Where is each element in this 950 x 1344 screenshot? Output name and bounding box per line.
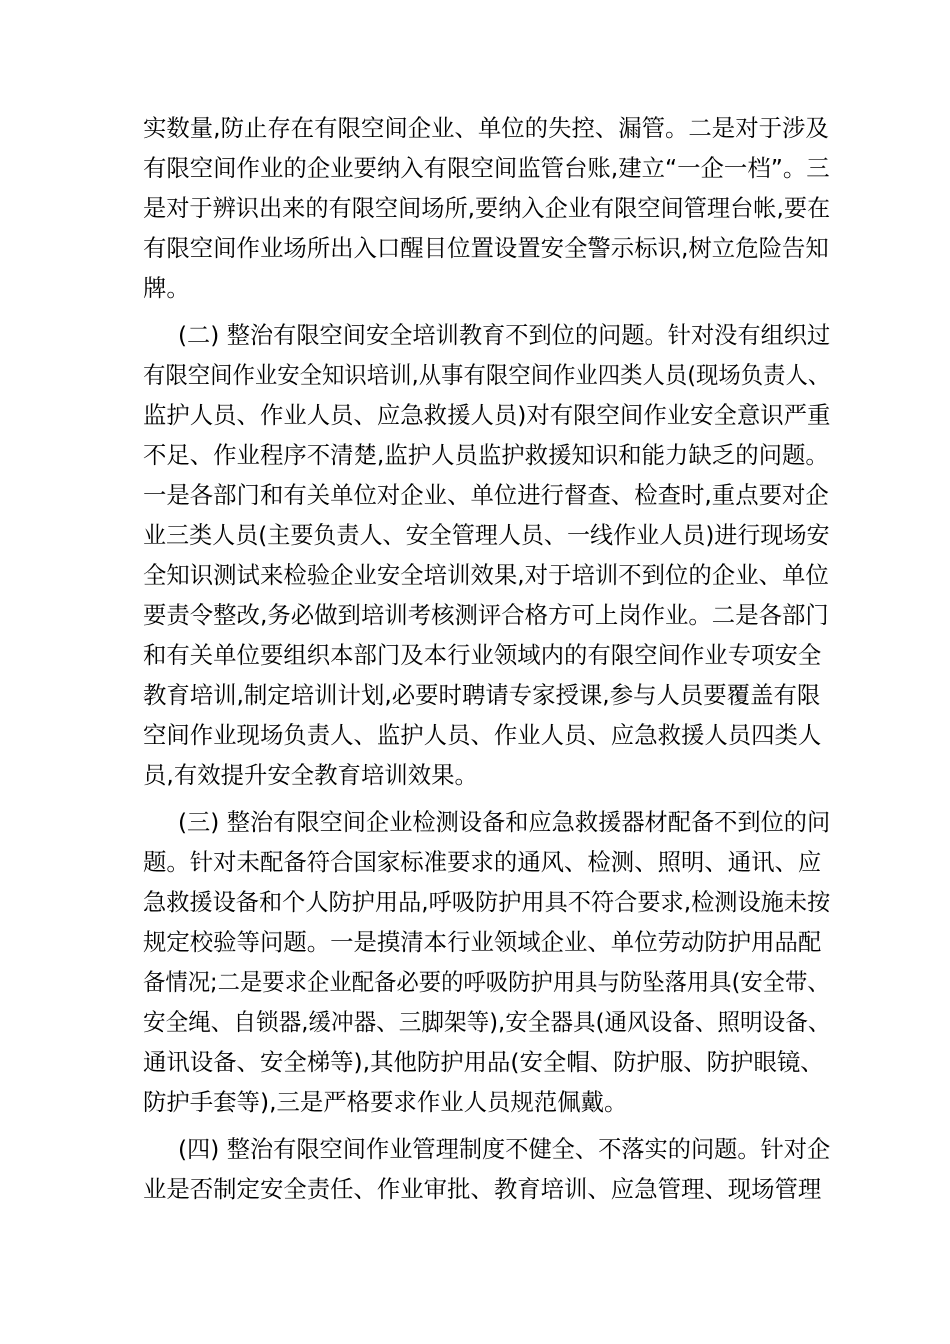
section-heading-line: (三) 整治有限空间企业检测设备和应急救援器材配备不到位的问 (178, 808, 831, 836)
text-line: 题。针对未配备符合国家标准要求的通风、检测、照明、通讯、应 (143, 848, 822, 876)
text-line: 实数量,防止存在有限空间企业、单位的失控、漏管。二是对于涉及 (143, 114, 829, 142)
text-line: 业三类人员(主要负责人、安全管理人员、一线作业人员)进行现场安 (143, 521, 830, 549)
text-line: 有限空间作业的企业要纳入有限空间监管台账,建立“一企一档”。三 (143, 154, 830, 182)
text-line: 规定校验等问题。一是摸清本行业领域企业、单位劳动防护用品配 (143, 928, 822, 956)
text-line: 教育培训,制定培训计划,必要时聘请专家授课,参与人员要覆盖有限 (143, 681, 821, 709)
text-line: 是对于辨识出来的有限空间场所,要纳入企业有限空间管理台帐,要在 (143, 194, 831, 222)
text-line: 一是各部门和有关单位对企业、单位进行督查、检查时,重点要对企 (143, 481, 829, 509)
section-heading-line: (二) 整治有限空间安全培训教育不到位的问题。针对没有组织过 (178, 321, 831, 349)
text-line: 空间作业现场负责人、监护人员、作业人员、应急救援人员四类人 (143, 721, 822, 749)
text-line: 备情况;二是要求企业配备必要的呼吸防护用具与防坠落用具(安全带、 (143, 968, 830, 996)
text-line: 和有关单位要组织本部门及本行业领域内的有限空间作业专项安全 (143, 641, 822, 669)
text-line: 有限空间作业场所出入口醒目位置设置安全警示标识,树立危险告知 (143, 234, 829, 262)
text-line: 通讯设备、安全梯等),其他防护用品(安全帽、防护服、防护眼镜、 (143, 1048, 824, 1076)
text-line: 急救援设备和个人防护用品,呼吸防护用具不符合要求,检测设施未按 (143, 888, 831, 916)
text-line: 要责令整改,务必做到培训考核测评合格方可上岗作业。二是各部门 (143, 601, 829, 629)
text-line: 有限空间作业安全知识培训,从事有限空间作业四类人员(现场负责人、 (143, 361, 831, 389)
text-line: 防护手套等),三是严格要求作业人员规范佩戴。 (143, 1088, 628, 1116)
text-line: 牌。 (143, 274, 190, 302)
text-line: 安全绳、自锁器,缓冲器、三脚架等),安全器具(通风设备、照明设备、 (143, 1008, 831, 1036)
text-line: 监护人员、作业人员、应急救援人员)对有限空间作业安全意识严重 (143, 401, 831, 429)
text-line: 员,有效提升安全教育培训效果。 (143, 761, 478, 789)
text-line: 业是否制定安全责任、作业审批、教育培训、应急管理、现场管理 (143, 1175, 822, 1203)
text-line: 不足、作业程序不清楚,监护人员监护救援知识和能力缺乏的问题。 (143, 441, 829, 469)
section-heading-line: (四) 整治有限空间作业管理制度不健全、不落实的问题。针对企 (178, 1135, 831, 1163)
text-line: 全知识测试来检验企业安全培训效果,对于培训不到位的企业、单位 (143, 561, 829, 589)
